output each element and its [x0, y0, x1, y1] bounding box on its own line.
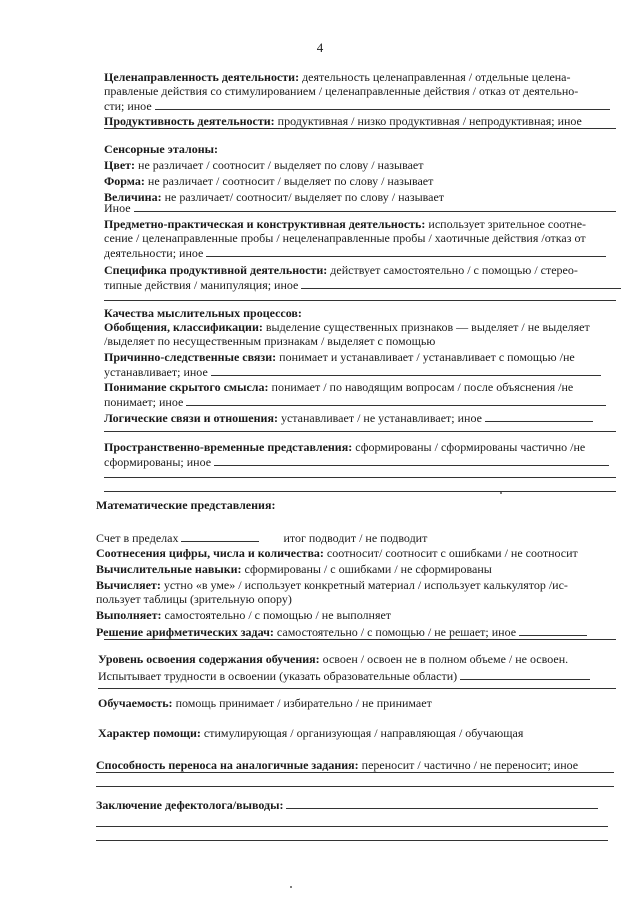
- form-line: [104, 306, 616, 320]
- field-label: Уровень освоения содержания обучения:: [98, 652, 320, 666]
- field-options: правленые действия со стимулированием / целенаправленные действия / отказ от деятельно-: [104, 84, 579, 98]
- form-line: [98, 668, 610, 683]
- fill-in-blank[interactable]: [286, 797, 598, 809]
- fill-in-blank[interactable]: [155, 98, 610, 110]
- form-line: [104, 142, 616, 156]
- answer-line: [104, 128, 616, 129]
- field-options: деятельности; иное: [104, 246, 204, 260]
- form-line: [104, 320, 616, 334]
- form-line: [96, 546, 608, 560]
- field-options: стимулирующая / организующая / направляющая / обучающая: [200, 726, 524, 740]
- form-line: [104, 350, 616, 364]
- fill-in-blank[interactable]: [460, 668, 590, 680]
- form-line: [104, 217, 616, 231]
- field-options: не различает/ соотносит/ выделяет по слову / называет: [161, 190, 445, 204]
- field-label: Способность переноса на аналогичные задания:: [96, 758, 359, 772]
- answer-line: [98, 688, 616, 689]
- field-label: Математические представления:: [96, 498, 276, 512]
- field-options: не различает / соотносит / выделяет по слову / называет: [135, 158, 424, 172]
- field-options: /выделяет по несущественным признакам / выделяет с помощью: [104, 334, 436, 348]
- field-options: понимает; иное: [104, 395, 184, 409]
- field-label: Вычисляет:: [96, 578, 161, 592]
- field-options: деятельность целенаправленная / отдельные целена-: [299, 70, 571, 84]
- fill-in-blank[interactable]: [214, 454, 609, 466]
- field-options: помощь принимает / избирательно / не принимает: [172, 696, 432, 710]
- form-line: [98, 726, 610, 740]
- form-line: [104, 440, 616, 454]
- field-options: самостоятельно / с помощью / не выполняет: [161, 608, 392, 622]
- field-options: соотносит/ соотносит с ошибками / не соотносит: [323, 546, 578, 560]
- field-options: понимает и устанавливает / устанавливает с помощью /не: [276, 350, 575, 364]
- form-line: [96, 592, 608, 606]
- field-label: Вычислительные навыки:: [96, 562, 242, 576]
- field-options: продуктивная / низко продуктивная / непродуктивная; иное: [274, 114, 582, 128]
- form-line: [104, 200, 616, 215]
- form-line: [104, 84, 616, 98]
- field-options: самостоятельно / с помощью / не решает; иное: [273, 625, 517, 639]
- field-options: пользует таблицы (зрительную опору): [96, 592, 292, 606]
- field-options: сти; иное: [104, 99, 152, 113]
- field-label: Решение арифметических задач:: [96, 625, 274, 639]
- scan-speck: [500, 492, 502, 494]
- form-line: [98, 652, 610, 666]
- field-label: Понимание скрытого смысла:: [104, 380, 269, 394]
- answer-line: [96, 786, 614, 787]
- field-options: переносит / частично / не переносит; иное: [358, 758, 579, 772]
- form-line: [104, 454, 616, 469]
- scan-speck: [290, 886, 292, 888]
- form-line: [96, 758, 608, 772]
- field-label: Соотнесения цифры, числа и количества:: [96, 546, 324, 560]
- field-label: Продуктивность деятельности:: [104, 114, 275, 128]
- form-line: [96, 624, 608, 639]
- field-options: устанавливает; иное: [104, 365, 208, 379]
- form-line: [104, 174, 616, 188]
- form-line: [96, 797, 608, 812]
- field-label: Характер помощи:: [98, 726, 201, 740]
- answer-line: [104, 639, 616, 640]
- fill-in-blank[interactable]: [134, 200, 616, 212]
- form-line: [96, 608, 608, 622]
- answer-line: [96, 826, 608, 827]
- answer-line: [96, 840, 608, 841]
- field-options: сформированы / с ошибками / не сформированы: [241, 562, 492, 576]
- field-label: Заключение дефектолога/выводы:: [96, 798, 284, 812]
- form-line: [104, 334, 616, 348]
- field-options: освоен / освоен не в полном объеме / не освоен.: [319, 652, 569, 666]
- field-label: Специфика продуктивной деятельности:: [104, 263, 328, 277]
- form-line: [104, 114, 616, 128]
- fill-in-blank[interactable]: [519, 624, 587, 636]
- form-line: [96, 578, 608, 592]
- form-line: [104, 410, 616, 425]
- form-line: [96, 498, 608, 512]
- answer-line: [104, 491, 616, 492]
- answer-line: [104, 431, 616, 432]
- field-label: Обучаемость:: [98, 696, 173, 710]
- field-options: устно «в уме» / использует конкретный материал / использует калькулятор /ис-: [160, 578, 568, 592]
- field-options: типные действия / манипуляция; иное: [104, 278, 299, 292]
- form-line: [104, 231, 616, 245]
- field-options: действует самостоятельно / с помощью / стерео-: [327, 263, 578, 277]
- field-label: Предметно-практическая и конструктивная деятельность:: [104, 217, 426, 231]
- form-line: [104, 394, 616, 409]
- form-line: [96, 562, 608, 576]
- form-line: [104, 277, 616, 292]
- answer-line: [104, 300, 616, 301]
- form-line: [98, 696, 610, 710]
- field-options: устанавливает / не устанавливает; иное: [277, 411, 482, 425]
- field-label: Логические связи и отношения:: [104, 411, 278, 425]
- field-label: Причинно-следственные связи:: [104, 350, 277, 364]
- answer-line: [104, 477, 616, 478]
- field-label: Целенаправленность деятельности:: [104, 70, 300, 84]
- field-options: сформированы; иное: [104, 455, 212, 469]
- field-label: Пространственно-временные представления:: [104, 440, 353, 454]
- field-label: Выполняет:: [96, 608, 162, 622]
- field-options: Испытывает трудности в освоении (указать образовательные области): [98, 669, 458, 683]
- form-line: [104, 158, 616, 172]
- form-line: [104, 263, 616, 277]
- field-label: Величина:: [104, 190, 162, 204]
- page-number: 4: [316, 40, 324, 55]
- field-label: Цвет:: [104, 158, 136, 172]
- field-options: Иное: [104, 201, 131, 215]
- fill-in-blank[interactable]: [181, 530, 259, 542]
- field-label: Сенсорные эталоны:: [104, 142, 219, 156]
- form-line: [104, 380, 616, 394]
- fill-in-blank[interactable]: [485, 410, 593, 422]
- form-line: [104, 70, 616, 84]
- field-options: сформированы / сформированы частично /не: [352, 440, 586, 454]
- field-label: Качества мыслительных процессов:: [104, 306, 302, 320]
- field-options: итог подводит / не подводит: [259, 531, 428, 545]
- fill-in-blank[interactable]: [211, 364, 601, 376]
- fill-in-blank[interactable]: [186, 394, 606, 406]
- form-line: [104, 98, 616, 113]
- form-line: [104, 245, 616, 260]
- field-label: Обобщения, классификации:: [104, 320, 263, 334]
- field-options: сение / целенаправленные пробы / нецеленаправленные пробы / хаотичные действия /отказ от: [104, 231, 586, 245]
- answer-line: [96, 772, 614, 773]
- field-options: использует зрительное соотне-: [425, 217, 587, 231]
- form-line: [104, 364, 616, 379]
- field-label: Форма:: [104, 174, 145, 188]
- field-options: понимает / по наводящим вопросам / после объяснения /не: [268, 380, 574, 394]
- fill-in-blank[interactable]: [301, 277, 621, 289]
- field-options: не различает / соотносит / выделяет по слову / называет: [144, 174, 434, 188]
- form-line: [96, 530, 608, 545]
- field-options: Счет в пределах: [96, 531, 179, 545]
- field-options: выделение существенных признаков — выделяет / не выделяет: [262, 320, 590, 334]
- fill-in-blank[interactable]: [206, 245, 606, 257]
